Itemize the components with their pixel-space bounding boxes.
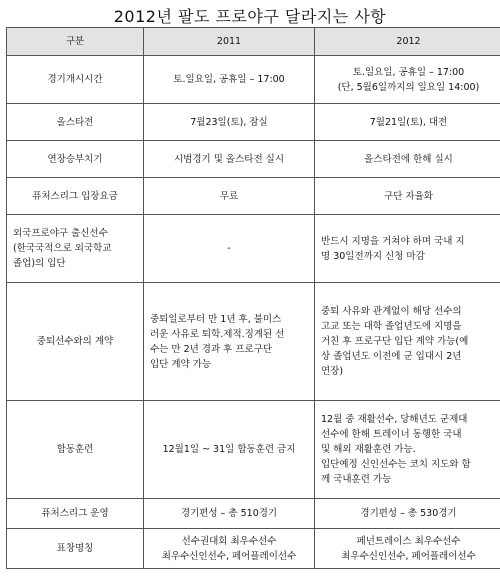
row-label: 경기개시시간 [7, 56, 144, 104]
row-label: 외국프로야구 출신선수 (한국국적으로 외국학교 졸업)의 입단 [7, 215, 144, 283]
header-category: 구분 [7, 28, 144, 56]
row-label: 중퇴선수와의 계약 [7, 283, 144, 401]
cell-2011: 7월23일(토), 잠실 [144, 104, 315, 141]
cell-2012: 토.일요일, 공휴일 – 17:00 (단, 5월6일까지의 일요일 14:00) [315, 56, 500, 104]
cell-2012: 7월21일(토), 대전 [315, 104, 500, 141]
table-row [7, 215, 500, 283]
cell-2012: 페넌트레이스 최우수선수 최우수신인선수, 페어플레이선수 [315, 529, 500, 569]
page-title: 2012년 팔도 프로야구 달라지는 사항 [113, 7, 387, 26]
cell-2012: 중퇴 사유와 관계없이 해당 선수의 고교 또는 대학 졸업년도에 지명을 거친 후 프로구단 입단 계약 가능(예 상 졸업년도 이전에 군 입대시 2년 연장) [315, 283, 500, 401]
cell-2011: 경기편성 – 총 510경기 [144, 499, 315, 529]
cell-2011: 시범경기 및 올스타전 실시 [144, 141, 315, 178]
cell-2011: 12월1일 ~ 31일 합동훈련 금지 [144, 401, 315, 499]
table-row [7, 178, 500, 215]
table-row [7, 283, 500, 401]
cell-2011: - [144, 215, 315, 283]
table-row [7, 529, 500, 569]
cell-2012: 경기편성 – 총 530경기 [315, 499, 500, 529]
table-header-row [7, 28, 500, 56]
cell-2012: 올스타전에 한해 실시 [315, 141, 500, 178]
header-2012: 2012 [315, 28, 500, 56]
row-label: 연장승부치기 [7, 141, 144, 178]
table-row [7, 141, 500, 178]
cell-2012: 반드시 지명을 거쳐야 하며 국내 지 명 30일전까지 신청 마감 [315, 215, 500, 283]
row-label: 퓨처스리그 운영 [7, 499, 144, 529]
cell-2012: 구단 자율화 [315, 178, 500, 215]
cell-2011: 무료 [144, 178, 315, 215]
table-row [7, 499, 500, 529]
row-label: 합동훈련 [7, 401, 144, 499]
cell-2012: 12월 중 재활선수, 당해년도 군제대 선수에 한해 트레이너 동행한 국내 및 해외 재활훈련 가능. 입단예정 신인선수는 코치 지도와 함 께 국내훈련 가능 [315, 401, 500, 499]
table-row [7, 104, 500, 141]
row-label: 올스타전 [7, 104, 144, 141]
row-label: 표창명칭 [7, 529, 144, 569]
cell-2011: 토.일요일, 공휴일 – 17:00 [144, 56, 315, 104]
changes-table [6, 27, 500, 569]
header-2011: 2011 [144, 28, 315, 56]
cell-2011: 선수권대회 최우수선수 최우수신인선수, 페어플레이선수 [144, 529, 315, 569]
cell-2011: 중퇴일로부터 만 1년 후, 불미스 러운 사유로 퇴학.제적.징계된 선 수는 만 2년 경과 후 프로구단 입단 계약 가능 [144, 283, 315, 401]
table-row [7, 56, 500, 104]
row-label: 퓨처스리그 입장요금 [7, 178, 144, 215]
table-row [7, 401, 500, 499]
